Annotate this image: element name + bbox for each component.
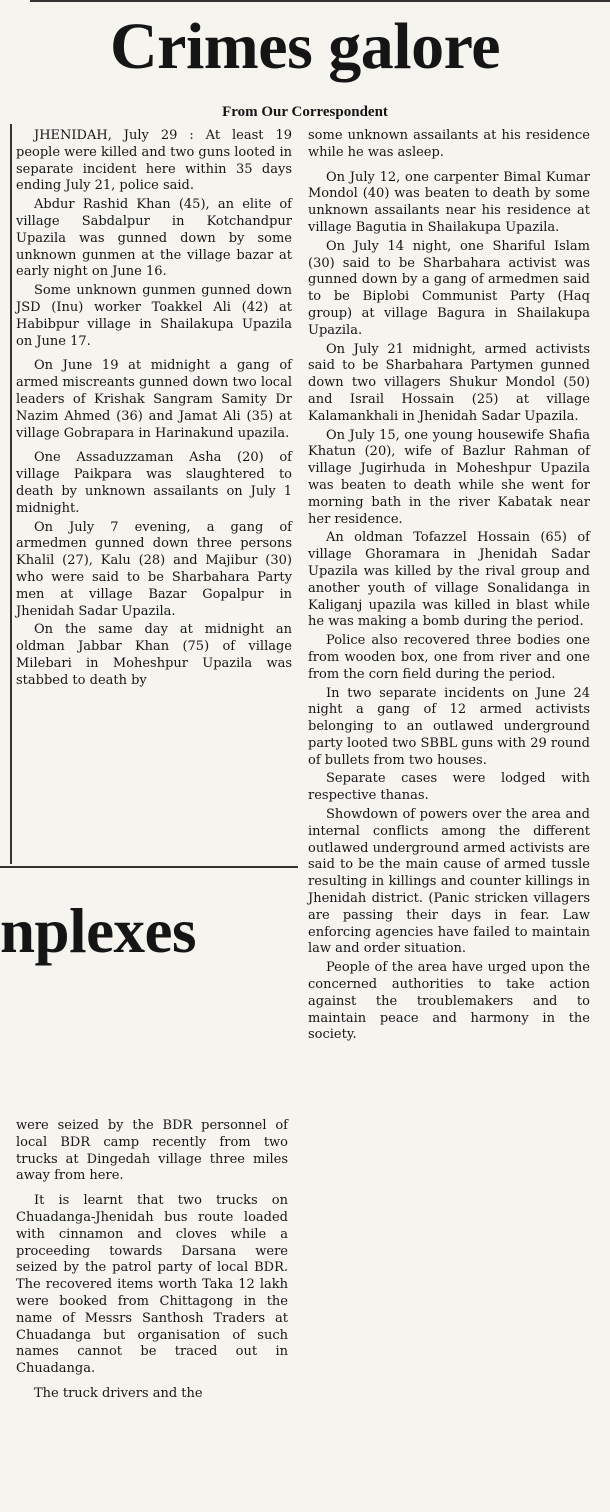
paragraph: One Assaduzzaman Asha (20) of village Paikpara was slaughtered to death by unknown assailants on July 1 midnight. — [16, 450, 292, 516]
top-rule — [30, 0, 610, 2]
paragraph: Some unknown gunmen gunned down JSD (Inu) worker Toakkel Ali (42) at Habibpur village in Shailakupa Upazila on June 17. — [16, 283, 292, 349]
paragraph: On July 14 night, one Shariful Islam (30) said to be Sharbahara activist was gunned down by a gang of armedmen said to be Biplobi Communist Party (Haq group) at village Bagura in Shailakupa Upazila. — [308, 238, 590, 338]
adjacent-article-column — [16, 1118, 288, 1403]
paragraph: were seized by the BDR personnel of local BDR camp recently from two trucks at Dingedah village three miles away from here. — [16, 1118, 288, 1184]
paragraph: On the same day at midnight an oldman Jabbar Khan (75) of village Milebari in Moheshpur Upazila was stabbed to death by — [16, 622, 292, 688]
paragraph: Separate cases were lodged with respective thanas. — [308, 771, 590, 804]
paragraph: On July 15, one young housewife Shafia Khatun (20), wife of Bazlur Rahman of village Jugirhuda in Moheshpur Upazila was beaten to death while she went for morning bath in the river Kabatak near her residence. — [308, 427, 590, 527]
paragraph: Abdur Rashid Khan (45), an elite of village Sabdalpur in Kotchandpur Upazila was gunned down by some unknown gunmen at the village bazar at early night on June 16. — [16, 197, 292, 280]
paragraph: On June 19 at midnight a gang of armed miscreants gunned down two local leaders of Krishak Sangram Samity Dr Nazim Ahmed (36) and Jamat Ali (35) at village Gobrapara in Harinakund upazila. — [16, 358, 292, 441]
paragraph: An oldman Tofazzel Hossain (65) of village Ghoramara in Jhenidah Sadar Upazila was killed by the rival group and another youth of village Sonalidanga in Kaliganj upazila was killed in blast while he was making a bomb during the period. — [308, 530, 590, 630]
paragraph: JHENIDAH, July 29 : At least 19 people were killed and two guns looted in separate incident here within 35 days ending July 21, police said. — [16, 128, 292, 194]
paragraph: Showdown of powers over the area and internal conflicts among the different outlawed underground armed activists are said to be the main cause of armed tussle resulting in killings and counter killings in Jhenidah district. (Panic stricken villagers are passing their days in fear. Law enforcing agencies have failed to maintain law and order situation. — [308, 807, 590, 957]
paragraph: some unknown assailants at his residence while he was asleep. — [308, 128, 590, 160]
section-divider — [0, 866, 298, 868]
paragraph: The truck drivers and the — [34, 1385, 203, 1401]
paragraph: Police also recovered three bodies one from wooden box, one from river and one from the corn field during the period. — [308, 633, 590, 682]
paragraph: In two separate incidents on June 24 night a gang of 12 armed activists belonging to an outlawed underground party looted two SBBL guns with 29 round of bullets from two houses. — [308, 685, 590, 768]
article-column-2 — [308, 128, 590, 1044]
article-column-1 — [16, 128, 292, 690]
adjacent-headline-fragment: nplexes — [0, 896, 197, 966]
byline: From Our Correspondent — [222, 104, 388, 120]
paragraph: People of the area have urged upon the concerned authorities to take action against the troublemakers and to maintain peace and harmony in the society. — [308, 960, 590, 1043]
paragraph: It is learnt that two trucks on Chuadanga-Jhenidah bus route loaded with cinnamon and cloves while a proceeding towards Darsana were seized by the patrol party of local BDR. The recovered items worth Taka 12 lakh were booked from Chittagong in the name of Messrs Santhosh Traders at Chuadanga but organisation of such names cannot be traced out in Chuadanga. — [16, 1193, 288, 1377]
paragraph: On July 21 midnight, armed activists said to be Sharbahara Partymen gunned down two villagers Shukur Mondol (50) and Israil Hossain (25) at village Kalamankhali in Jhenidah Sadar Upazila. — [308, 341, 590, 424]
headline: Crimes galore — [110, 10, 500, 83]
paragraph: On July 12, one carpenter Bimal Kumar Mondol (40) was beaten to death by some unknown assailants near his residence at village Bagutia in Shailakupa Upazila. — [308, 169, 590, 235]
column-rule — [10, 124, 12, 864]
paragraph: On July 7 evening, a gang of armedmen gunned down three persons Khalil (27), Kalu (28) and Majibur (30) who were said to be Sharbahara Party men at village Bazar Gopalpur in Jhenidah Sadar Upazila. — [16, 519, 292, 619]
